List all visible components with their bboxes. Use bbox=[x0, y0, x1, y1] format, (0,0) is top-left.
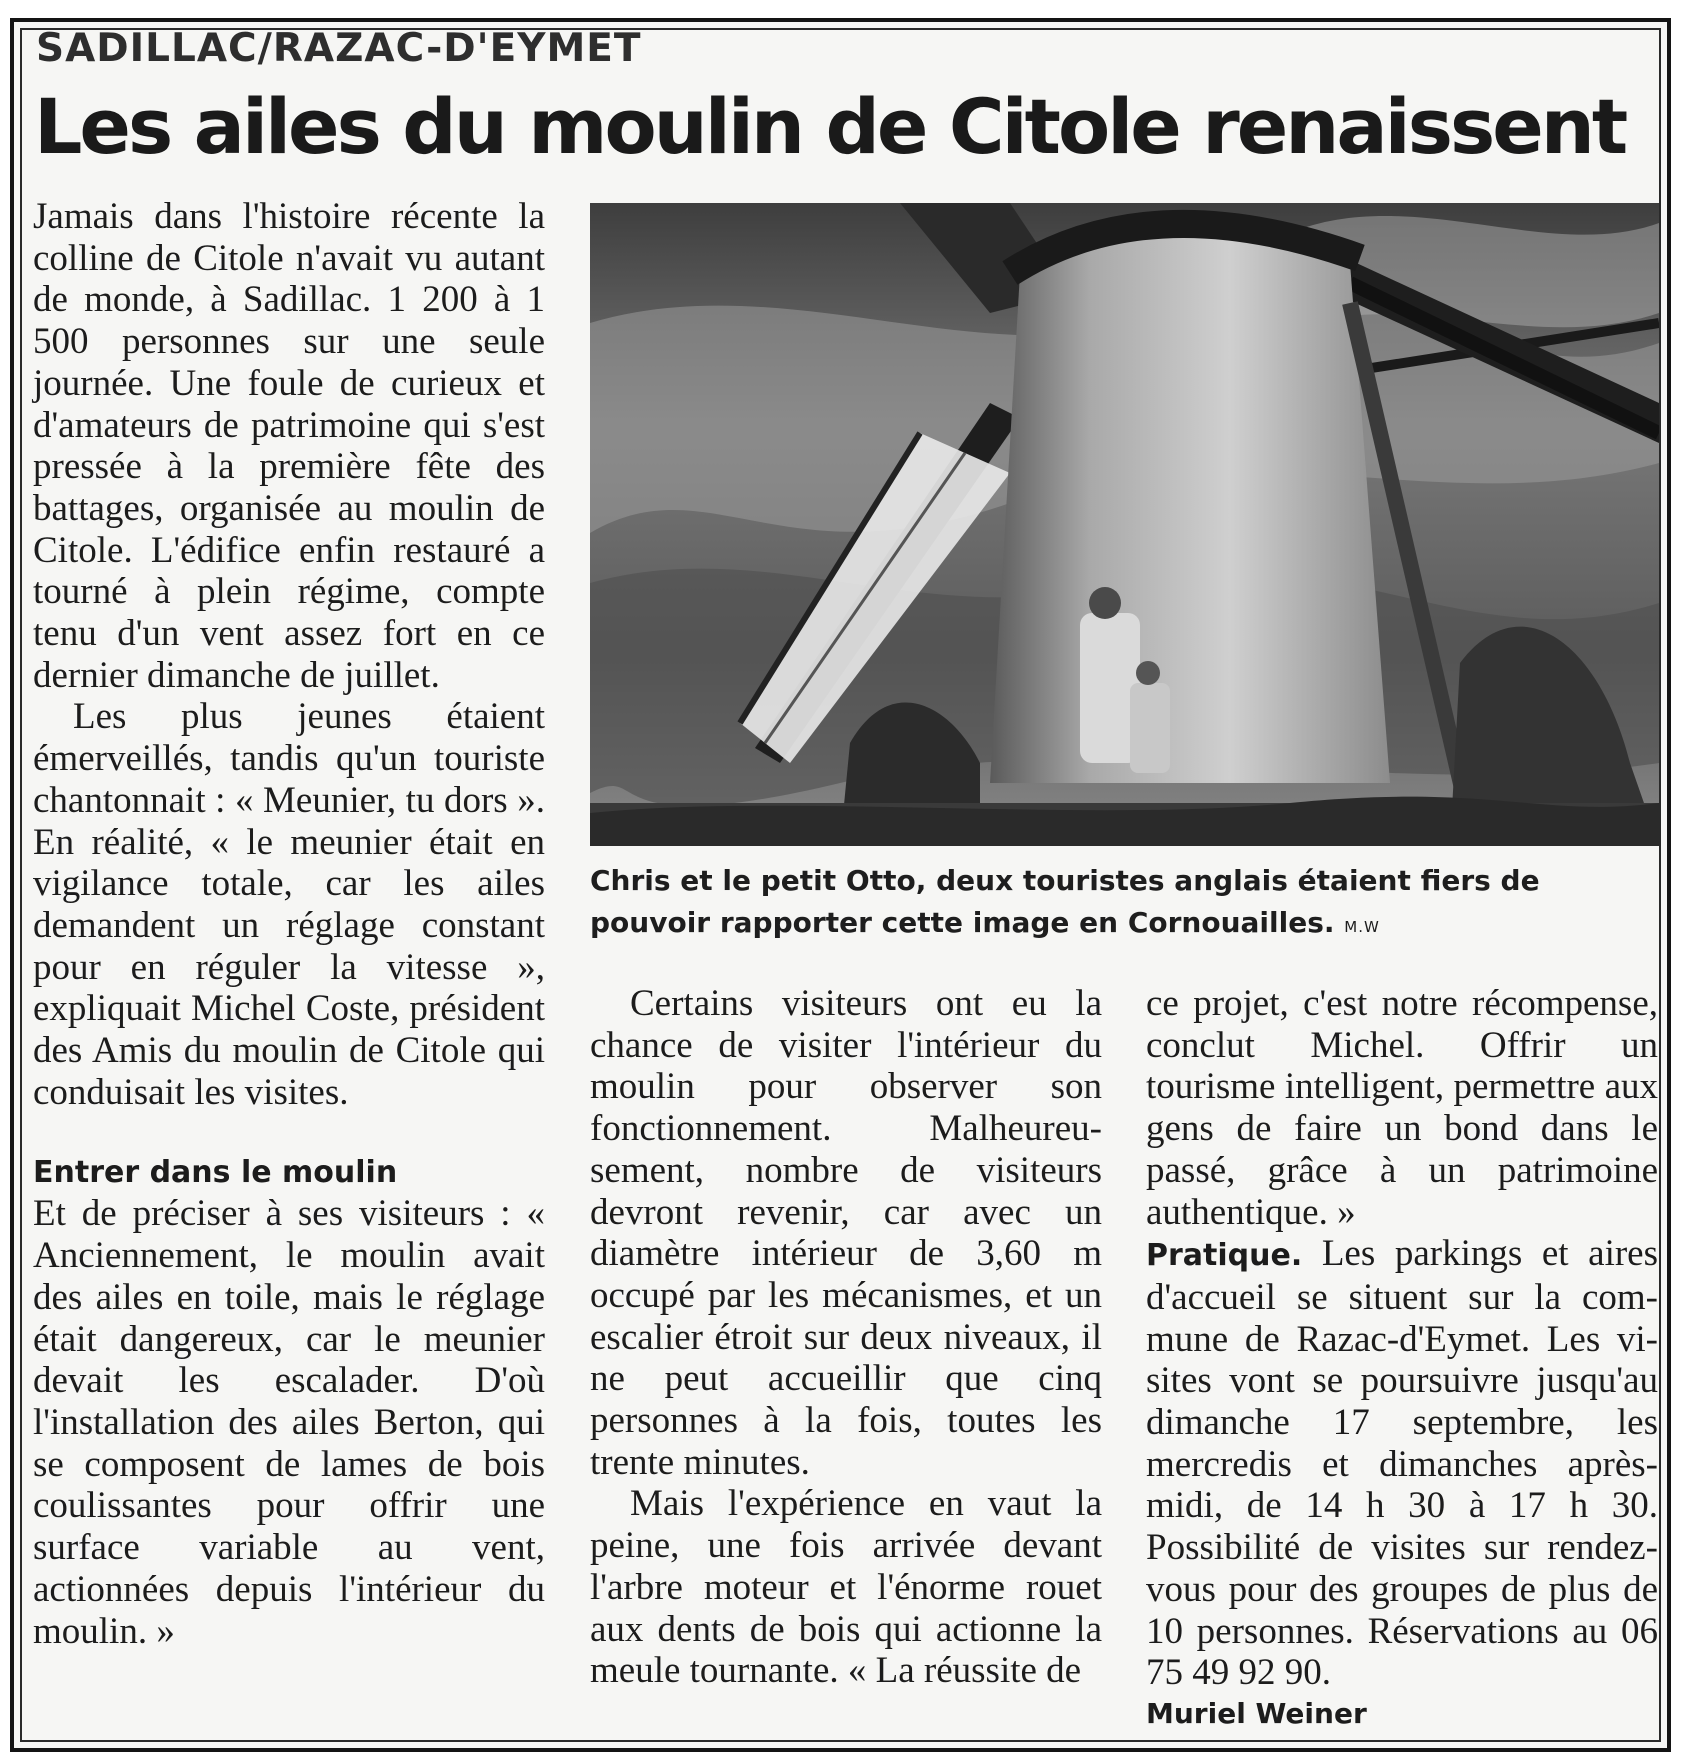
paragraph-4: Certains visiteurs ont eu la chance de visiter l'intérieur du moulin pour observer son fonctionnement. Malheureusement, nombre de visiteurs devront revenir, car avec un diamètre intérieur de 3,60 m occupé par les mécanismes, et un escalier étroit sur deux niveaux, il ne peut accueillir que cinq personnes à la fois, toutes les trente minutes. bbox=[590, 983, 1102, 1483]
section-subhead: Entrer dans le moulin bbox=[33, 1155, 398, 1191]
windmill-illustration bbox=[590, 203, 1659, 846]
article-column-1 bbox=[33, 196, 545, 1652]
photo-caption bbox=[590, 860, 1659, 948]
paragraph-5: Mais l'expérience en vaut la peine, une fois arrivée devant l'arbre moteur et l'énorme rouet aux dents de bois qui actionne la meule tournante. « La réussite de bbox=[590, 1483, 1102, 1692]
pratique-paragraph bbox=[1146, 1233, 1658, 1694]
paragraph-1: Jamais dans l'histoire récente la colline de Citole n'avait vu autant de monde, à Sadillac. 1 200 à 1 500 personnes sur une seule journée. Une foule de curieux et d'amateurs de patrimoine qui s'est pressée à la première fête des battages, organisée au moulin de Citole. L'édifice enfin restauré a tourné à plein régime, compte tenu d'un vent assez fort en ce dernier dimanche de juillet. bbox=[33, 196, 545, 696]
article-column-3 bbox=[1146, 983, 1658, 1734]
caption-text: Chris et le petit Otto, deux touristes anglais étaient fiers de pouvoir rapporter cette image en Cornouailles. bbox=[590, 864, 1540, 939]
paragraph-3: Et de préciser à ses visiteurs : « Anciennement, le moulin avait des ailes en toile, mais le réglage était dangereux, car le meunier devait les escalader. D'où l'installation des ailes Berton, qui se composent de lames de bois coulissantes pour offrir une surface variable au vent, actionnées depuis l'intérieur du moulin. » bbox=[33, 1193, 545, 1652]
paragraph-5-continued: ce projet, c'est notre récompense, conclut Michel. Offrir un tourisme intelligent, permettre aux gens de faire un bond dans le passé, grâce à un patrimoine authentique. » bbox=[1146, 983, 1658, 1233]
article-kicker: SADILLAC/RAZAC-D'EYMET bbox=[36, 26, 642, 71]
pratique-text: Les parkings et aires d'accueil se situent sur la commune de Razac-d'Eymet. Les visites vont se poursuivre jusqu'au dimanche 17 septembre, les mercredis et dimanches après-midi, de 14 h 30 à 17 h 30. Possibilité de visites sur rendez-vous pour des groupes de plus de 10 personnes. Réservations au 06 75 49 92 90. bbox=[1146, 1233, 1658, 1694]
article-column-2 bbox=[590, 983, 1102, 1692]
photo-credit: M.W bbox=[1344, 918, 1380, 936]
windmill-photo bbox=[590, 203, 1659, 846]
pratique-label: Pratique. bbox=[1146, 1238, 1303, 1274]
paragraph-2: Les plus jeunes étaient émerveillés, tandis qu'un touriste chantonnait : « Meunier, tu dors ». En réalité, « le meunier était en vigilance totale, car les ailes demandent un réglage constant pour en réguler la vitesse », expliquait Michel Coste, président des Amis du moulin de Citole qui conduisait les visites. bbox=[33, 696, 545, 1113]
section-spacer bbox=[33, 1113, 545, 1153]
byline: Muriel Weiner bbox=[1146, 1696, 1367, 1730]
article-headline: Les ailes du moulin de Citole renaissent bbox=[34, 82, 1626, 171]
